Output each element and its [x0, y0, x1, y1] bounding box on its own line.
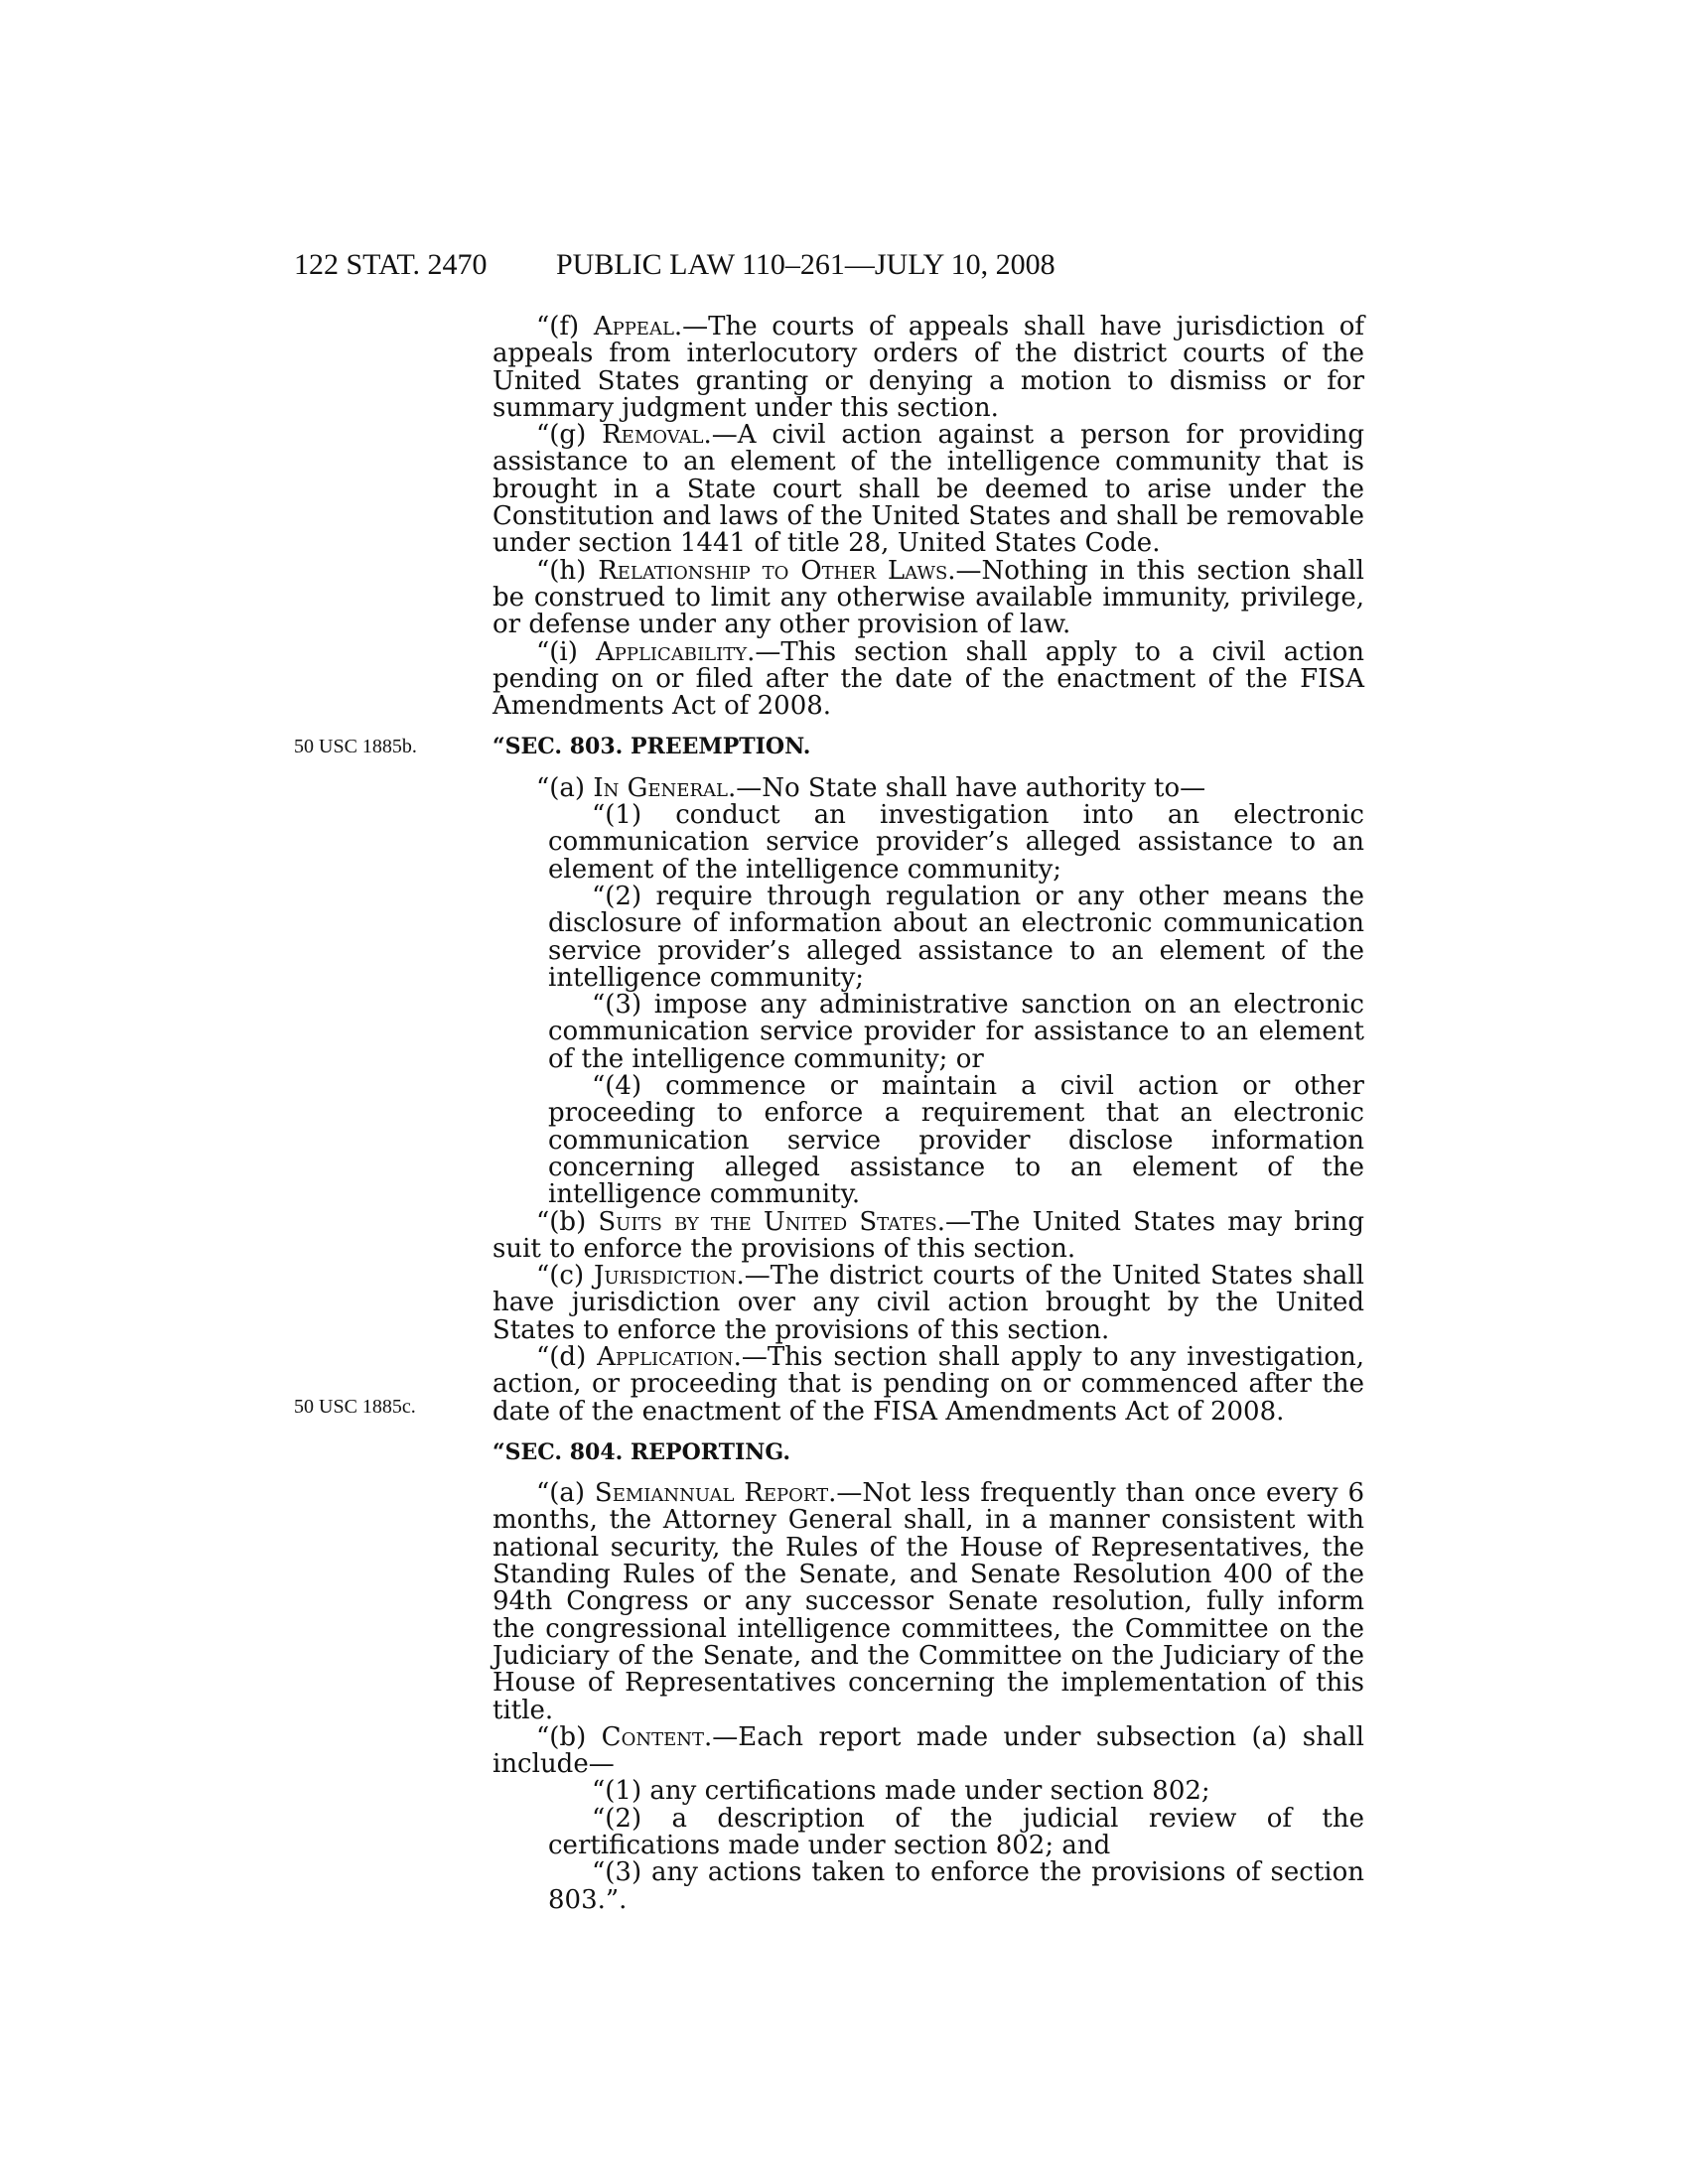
sec803-paragraph-3: “(3) impose any administrative sanction on an electronic communication service provider for assistance to an element of the intelligence community; or [548, 990, 1364, 1074]
margin-note-sec804: 50 USC 1885c. [294, 1396, 416, 1418]
sec803-subsection-b: “(b) Suits by the United States.—The United States may bring suit to enforce the provisions of this section. [492, 1206, 1364, 1264]
sec804-paragraph-2: “(2) a description of the judicial review of the certifications made under section 802; and [548, 1803, 1364, 1861]
sec803-subsection-d: “(d) Application.—This section shall apply to any investigation, action, or proceeding that is pending on or commenced after the date of the enactment of the FISA Amendments Act of 2008. [492, 1341, 1364, 1427]
margin-note-sec803: 50 USC 1885b. [294, 736, 417, 757]
section-heading-803: “SEC. 803. PREEMPTION. [492, 734, 811, 760]
page-header [0, 248, 1688, 288]
subsection-f: “(f) Appeal.—The courts of appeals shall have jurisdiction of appeals from interlocutory orders of the district courts of the United States granting or denying a motion to dismiss or for summary judgment under this section. [492, 312, 1365, 423]
sec804-paragraph-3: “(3) any actions taken to enforce the provisions of section 803.”. [548, 1857, 1364, 1915]
statute-page-number: 122 STAT. 2470 [294, 248, 488, 281]
statute-body [492, 314, 1364, 1914]
running-head: PUBLIC LAW 110–261—JULY 10, 2008 [556, 248, 1055, 281]
subsection-h: “(h) Relationship to Other Laws.—Nothing in this section shall be construed to limit any otherwise available immunity, privilege, or defense under any other provision of law. [492, 555, 1364, 640]
subsection-g: “(g) Removal.—A civil action against a person for providing assistance to an element of the intelligence community that is brought in a State court shall be deemed to arise under the Constitution and laws of the United States and shall be removable under section 1441 of title 28, United States Code. [492, 420, 1364, 559]
subsection-i: “(i) Applicability.—This section shall apply to a civil action pending on or filed after the date of the enactment of the FISA Amendments Act of 2008. [492, 636, 1364, 722]
sec804-subsection-a: “(a) Semiannual Report.—Not less frequently than once every 6 months, the Attorney General shall, in a manner consistent with national security, the Rules of the House of Representatives, the Standing Rules of the Senate, and Senate Resolution 400 of the 94th Congress or any successor Senate resolution, fully inform the congressional intelligence committees, the Committee on the Judiciary of the Senate, and the Committee on the Judiciary of the House of Representatives concerning the implementation of this title. [492, 1478, 1364, 1725]
sec804-paragraph-1: “(1) any certifications made under section 802; [592, 1776, 1210, 1807]
sec803-subsection-c: “(c) Jurisdiction.—The district courts of the United States shall have jurisdiction over any civil action brought by the United States to enforce the provisions of this section. [492, 1261, 1364, 1345]
section-heading-804: “SEC. 804. REPORTING. [492, 1438, 791, 1465]
sec804-subsection-b: “(b) Content.—Each report made under subsection (a) shall include— [492, 1721, 1364, 1780]
sec803-subsection-a: “(a) In General.—No State shall have authority to— [536, 772, 1206, 803]
sec803-paragraph-4: “(4) commence or maintain a civil action or other proceeding to enforce a requirement that an electronic communication service provider disclose information concerning alleged assistance to an element of the intelligence community. [548, 1071, 1364, 1210]
sec803-paragraph-1: “(1) conduct an investigation into an electronic communication service provider’s alleged assistance to an element of the intelligence community; [548, 800, 1364, 885]
sec803-paragraph-2: “(2) require through regulation or any other means the disclosure of information about an electronic communication service provider’s alleged assistance to an element of the intelligence community; [548, 881, 1364, 993]
